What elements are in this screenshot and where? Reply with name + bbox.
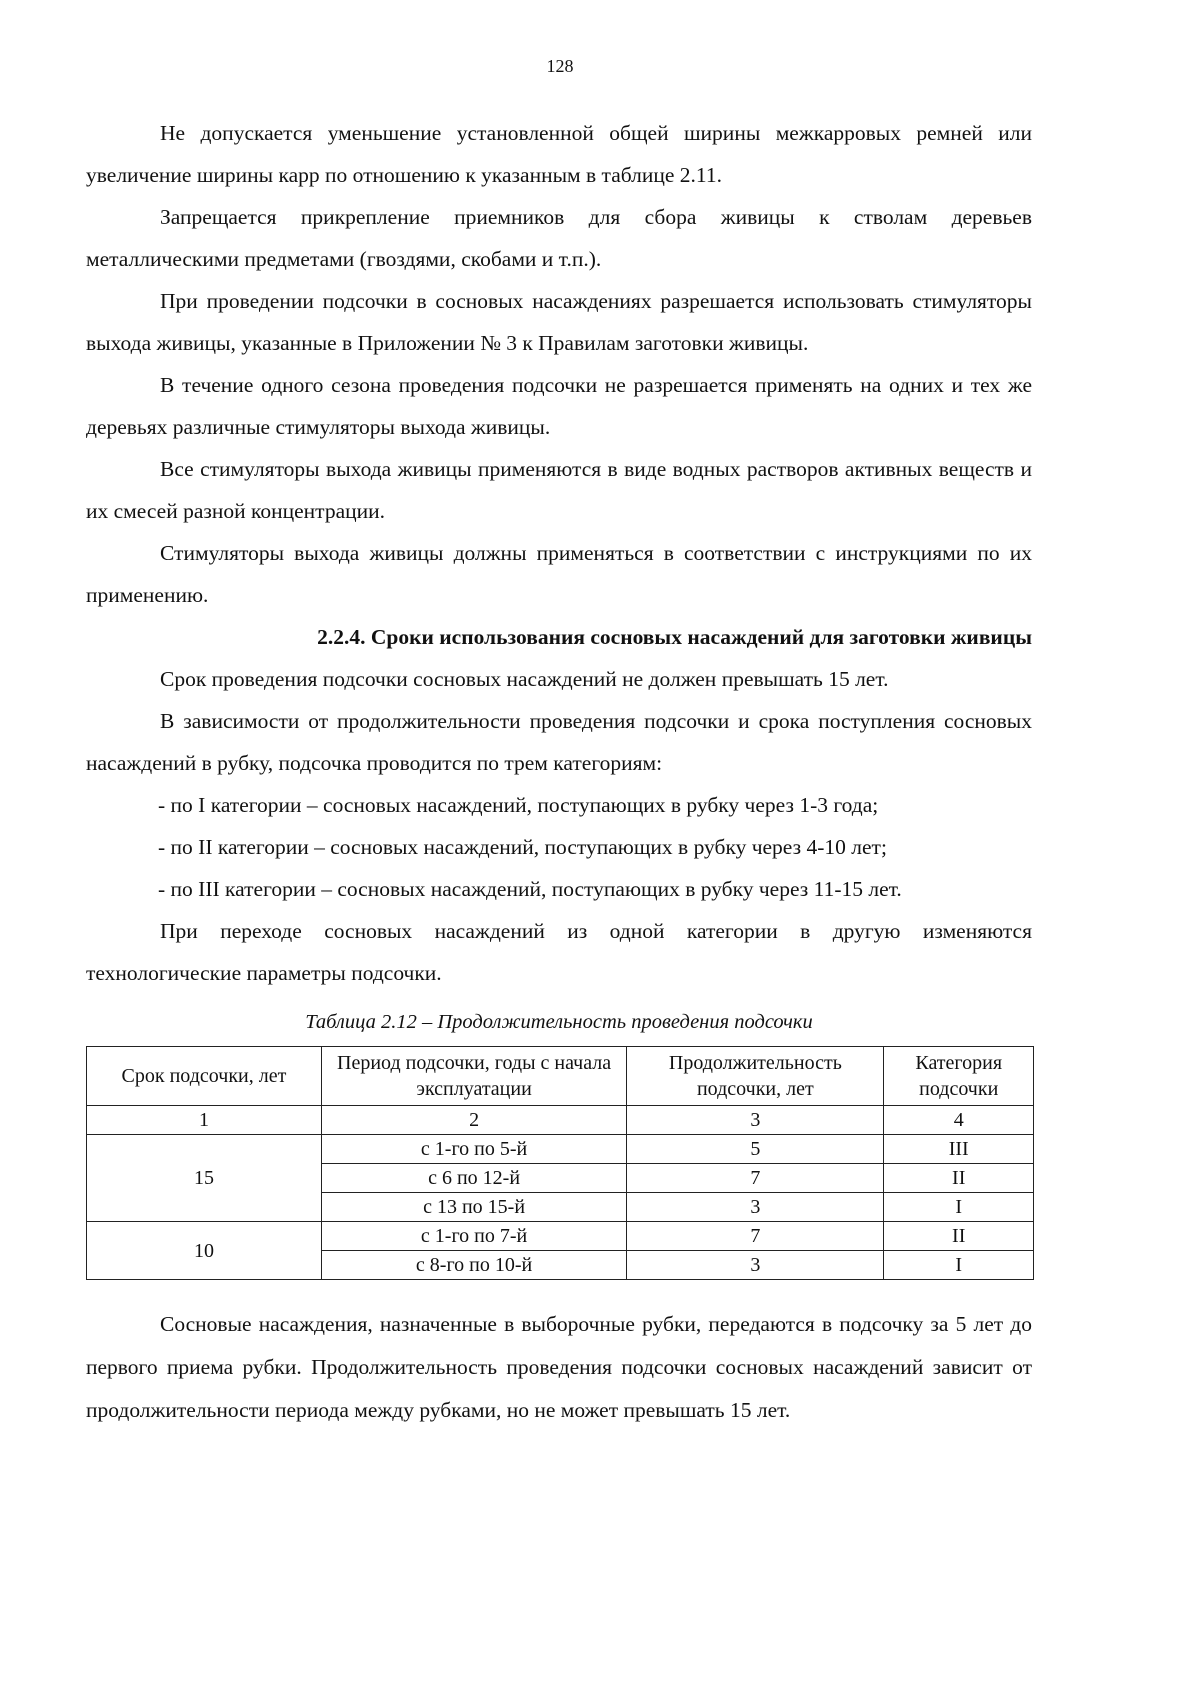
- body-text-top: [86, 112, 1032, 994]
- table-cell: I: [884, 1193, 1034, 1222]
- table-row: [87, 1222, 1034, 1251]
- table-cell: с 6 по 12-й: [321, 1164, 626, 1193]
- table-cell: 7: [627, 1222, 884, 1251]
- table-row: [87, 1135, 1034, 1164]
- paragraph: Стимуляторы выхода живицы должны применяться в соответствии с инструкциями по их применению.: [86, 541, 1032, 607]
- paragraph: Не допускается уменьшение установленной общей ширины межкарровых ремней или увеличение ширины карр по отношению к указанным в таблице 2.11.: [86, 121, 1032, 187]
- paragraph: При проведении подсочки в сосновых насаждениях разрешается использовать стимуляторы выхода живицы, указанные в Приложении № 3 к Правилам заготовки живицы.: [86, 289, 1032, 355]
- duration-table: [86, 1046, 1034, 1280]
- table-header-cell: Категория подсочки: [884, 1047, 1034, 1106]
- paragraph: Сосновые насаждения, назначенные в выборочные рубки, передаются в подсочку за 5 лет до первого приема рубки. Продолжительность проведения подсочки сосновых насаждений зависит от продолжительности периода между рубками, но не может превышать 15 лет.: [86, 1312, 1032, 1422]
- table-cell: 7: [627, 1164, 884, 1193]
- section-heading: 2.2.4. Сроки использования сосновых насаждений для заготовки живицы: [317, 625, 1032, 649]
- table-cell: III: [884, 1135, 1034, 1164]
- paragraph: В зависимости от продолжительности проведения подсочки и срока поступления сосновых насаждений в рубку, подсочка проводится по трем категориям:: [86, 709, 1032, 775]
- table-cell-term: 15: [87, 1135, 322, 1222]
- list-item: - по I категории – сосновых насаждений, поступающих в рубку через 1-3 года;: [158, 793, 879, 817]
- table-column-number-row: [87, 1106, 1034, 1135]
- table-cell: 4: [884, 1106, 1034, 1135]
- body-text-bottom: [86, 1303, 1032, 1432]
- table-cell: 1: [87, 1106, 322, 1135]
- paragraph: В течение одного сезона проведения подсочки не разрешается применять на одних и тех же деревьях различные стимуляторы выхода живицы.: [86, 373, 1032, 439]
- table-cell-term: 10: [87, 1222, 322, 1280]
- table-cell: с 1-го по 5-й: [321, 1135, 626, 1164]
- table-cell: I: [884, 1251, 1034, 1280]
- table-cell: с 13 по 15-й: [321, 1193, 626, 1222]
- paragraph: Запрещается прикрепление приемников для сбора живицы к стволам деревьев металлическими предметами (гвоздями, скобами и т.п.).: [86, 205, 1032, 271]
- table-cell: с 8-го по 10-й: [321, 1251, 626, 1280]
- table-header-cell: Период подсочки, годы с начала эксплуатации: [321, 1047, 626, 1106]
- paragraph: Срок проведения подсочки сосновых насаждений не должен превышать 15 лет.: [160, 667, 889, 691]
- paragraph: Все стимуляторы выхода живицы применяются в виде водных растворов активных веществ и их смесей разной концентрации.: [86, 457, 1032, 523]
- table-header-cell: Продолжительность подсочки, лет: [627, 1047, 884, 1106]
- table-caption: Таблица 2.12 – Продолжительность проведения подсочки: [305, 1011, 813, 1033]
- table-cell: II: [884, 1164, 1034, 1193]
- list-item: - по III категории – сосновых насаждений, поступающих в рубку через 11-15 лет.: [158, 877, 902, 901]
- table-header-row: [87, 1047, 1034, 1106]
- table-cell: 2: [321, 1106, 626, 1135]
- table-cell: 3: [627, 1193, 884, 1222]
- table-cell: 5: [627, 1135, 884, 1164]
- table-cell: с 1-го по 7-й: [321, 1222, 626, 1251]
- table-header-cell: Срок подсочки, лет: [87, 1047, 322, 1106]
- paragraph: При переходе сосновых насаждений из одной категории в другую изменяются технологические параметры подсочки.: [86, 919, 1032, 985]
- page-number: 128: [546, 56, 574, 76]
- table-cell: II: [884, 1222, 1034, 1251]
- table-cell: 3: [627, 1106, 884, 1135]
- table-cell: 3: [627, 1251, 884, 1280]
- list-item: - по II категории – сосновых насаждений, поступающих в рубку через 4-10 лет;: [158, 835, 887, 859]
